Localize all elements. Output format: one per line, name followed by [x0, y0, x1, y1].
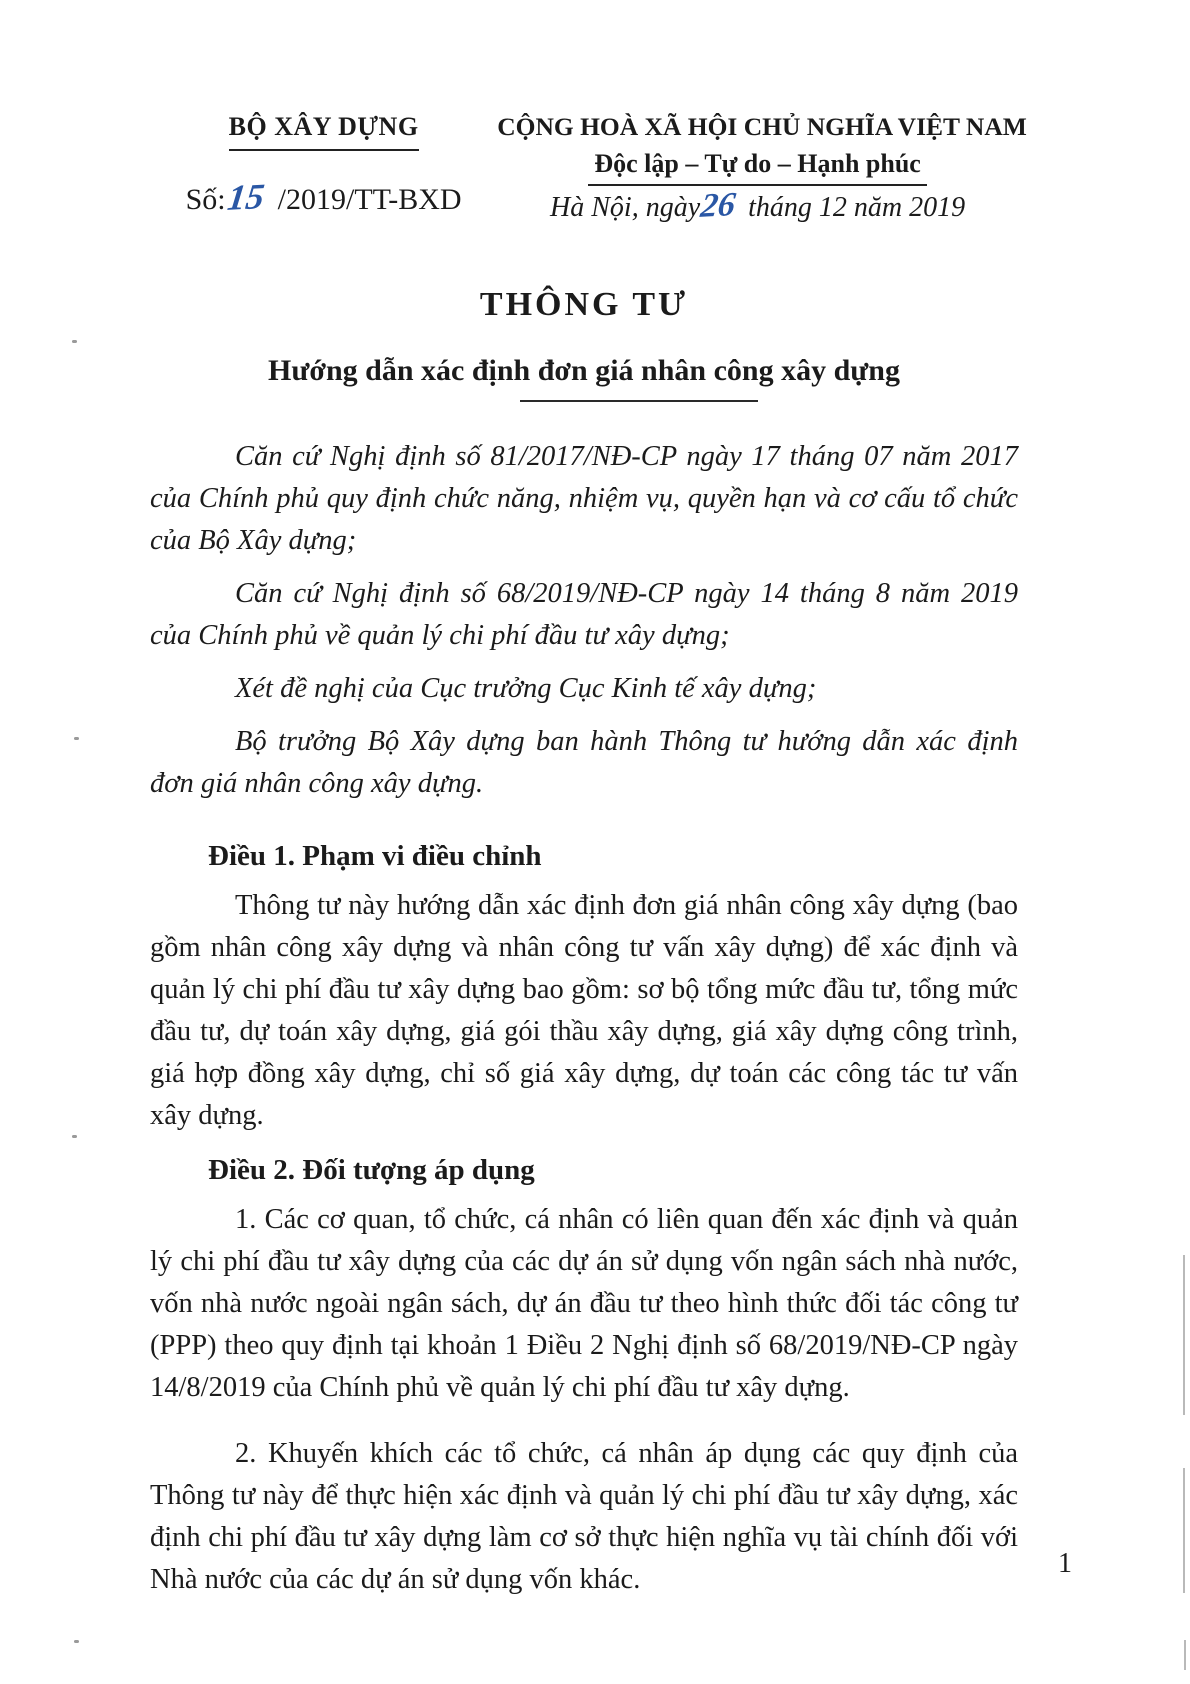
- preamble-paragraph: Bộ trưởng Bộ Xây dựng ban hành Thông tư hướng dẫn xác định đơn giá nhân công xây dựng.: [150, 726, 1018, 799]
- header-right-block: [497, 112, 1027, 225]
- preamble-paragraph: Căn cứ Nghị định số 81/2017/NĐ-CP ngày 17 tháng 07 năm 2017 của Chính phủ quy định chức năng, nhiệm vụ, quyền hạn và cơ cấu tổ chức của Bộ Xây dựng;: [150, 441, 1018, 556]
- scan-artifact: [72, 340, 77, 343]
- document-number-suffix: /2019/TT-BXD: [277, 183, 462, 216]
- document-title: THÔNG TƯ: [479, 286, 689, 323]
- scan-artifact: [74, 1640, 79, 1643]
- scan-artifact: [1183, 1255, 1185, 1415]
- place-date-prefix: Hà Nội, ngày: [550, 192, 701, 223]
- document-number: [150, 176, 497, 218]
- preamble-paragraph: Căn cứ Nghị định số 68/2019/NĐ-CP ngày 14 tháng 8 năm 2019 của Chính phủ về quản lý chi phí đầu tư xây dựng;: [150, 578, 1018, 651]
- article-1-heading: Điều 1. Phạm vi điều chỉnh: [208, 840, 542, 872]
- scan-artifact: [72, 1135, 77, 1138]
- handwritten-day: 26: [698, 186, 738, 225]
- place-and-date: [497, 186, 1018, 225]
- document-subtitle-text: Hướng dẫn xác định đơn giá nhân công xây dựng: [268, 354, 900, 387]
- preamble-paragraph: Xét đề nghị của Cục trưởng Cục Kinh tế xây dựng;: [235, 673, 817, 704]
- handwritten-document-number: 15: [225, 176, 267, 218]
- article-2-paragraph: 1. Các cơ quan, tổ chức, cá nhân có liên quan đến xác định và quản lý chi phí đầu tư xây dựng của các dự án sử dụng vốn ngân sách nhà nước, vốn nhà nước ngoài ngân sách, dự án đầu tư theo hình thức đối tác công tư (PPP) theo quy định tại khoản 1 Điều 2 Nghị định số 68/2019/NĐ-CP ngày 14/8/2019 của Chính phủ về quản lý chi phí đầu tư xây dựng.: [150, 1204, 1018, 1403]
- article-2-section: [150, 1149, 1018, 1601]
- article-1-section: [150, 835, 1018, 1137]
- document-subtitle: [150, 354, 1018, 388]
- scan-artifact: [1184, 1640, 1186, 1670]
- document-number-prefix: Số:: [185, 183, 226, 216]
- article-2-paragraph: 2. Khuyến khích các tổ chức, cá nhân áp dụng các quy định của Thông tư này để thực hiện xác định và quản lý chi phí đầu tư xây dựng, xác định chi phí đầu tư xây dựng làm cơ sở thực hiện nghĩa vụ tài chính đối với Nhà nước của các dự án sử dụng vốn khác.: [150, 1438, 1018, 1595]
- header-left-block: [150, 112, 497, 217]
- document-header: [150, 112, 1027, 225]
- subtitle-underline: [520, 400, 758, 402]
- preamble-section: [150, 436, 1018, 805]
- scan-artifact: [74, 737, 79, 740]
- national-motto: Độc lập – Tự do – Hạnh phúc: [588, 149, 927, 186]
- page-number: 1: [1058, 1548, 1072, 1579]
- scan-artifact: [1183, 1468, 1185, 1593]
- issuing-org: BỘ XÂY DỰNG: [229, 112, 419, 151]
- national-title: CỘNG HOÀ XÃ HỘI CHỦ NGHĨA VIỆT NAM: [497, 112, 1027, 141]
- article-2-heading: Điều 2. Đối tượng áp dụng: [208, 1154, 535, 1186]
- place-date-suffix: tháng 12 năm 2019: [748, 192, 966, 223]
- document-content: [150, 112, 1027, 1612]
- article-1-paragraph: Thông tư này hướng dẫn xác định đơn giá nhân công xây dựng (bao gồm nhân công xây dựng và nhân công tư vấn xây dựng) để xác định và quản lý chi phí đầu tư xây dựng bao gồm: sơ bộ tổng mức đầu tư, tổng mức đầu tư, dự toán xây dựng, giá gói thầu xây dựng, giá xây dựng công trình, giá hợp đồng xây dựng, chỉ số giá xây dựng, dự toán các công tác tư vấn xây dựng.: [150, 890, 1018, 1131]
